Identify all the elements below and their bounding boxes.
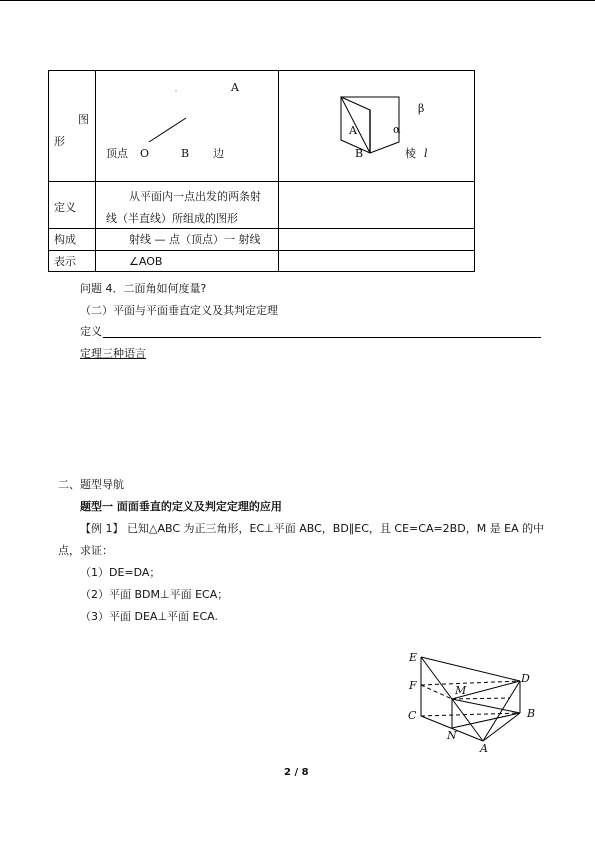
side-label: 边 bbox=[213, 147, 224, 160]
row-composition-label: 构成 bbox=[54, 233, 76, 246]
part-two-heading: 二、题型导航 bbox=[58, 478, 124, 491]
vertex-label: 顶点 bbox=[106, 147, 128, 160]
composition-text: 射线 — 点（顶点）一 射线 bbox=[129, 233, 261, 246]
hidden-edge-CB bbox=[421, 713, 520, 716]
type-one-heading: 题型一 面面垂直的定义及判定定理的应用 bbox=[80, 500, 282, 513]
dihedral-label-b: B bbox=[355, 147, 364, 160]
point-label-a: A bbox=[480, 742, 488, 755]
definition-label: 定义 bbox=[80, 325, 102, 338]
proof-item-2: （2）平面 BDM⊥平面 ECA； bbox=[80, 588, 229, 601]
table-row-divider-3 bbox=[48, 250, 475, 251]
angle-label-a: A bbox=[231, 81, 239, 94]
row-notation-label: 表示 bbox=[54, 255, 76, 268]
section-perpendicular-planes: （二）平面与平面垂直定义及其判定定理 bbox=[80, 304, 278, 317]
header-rule bbox=[0, 0, 595, 1]
theorem-three-languages: 定理三种语言 bbox=[80, 347, 146, 360]
angle-ray bbox=[149, 118, 186, 142]
point-label-d: D bbox=[521, 672, 530, 685]
example-1-line1: 【例 1】 已知△ABC 为正三角形，EC⊥平面 ABC，BD∥EC，且 CE=CA=2BD，M 是 EA 的中 bbox=[80, 522, 545, 535]
point-label-n: N bbox=[447, 729, 457, 742]
edge-label: 棱 bbox=[405, 147, 416, 160]
definition-text-line2: 线（半直线）所组成的图形 bbox=[106, 212, 238, 225]
dihedral-label-beta: β bbox=[418, 102, 425, 115]
angle-label-b: B bbox=[181, 147, 190, 160]
definition-blank-line bbox=[103, 337, 541, 338]
dihedral-label-alpha: α bbox=[393, 123, 401, 136]
row-figure-label-1: 图 bbox=[78, 113, 89, 126]
angle-comparison-table bbox=[48, 70, 475, 272]
hidden-edge-FD bbox=[421, 681, 520, 685]
notation-text: ∠AOB bbox=[129, 255, 163, 268]
page-number: 2 / 8 bbox=[284, 767, 309, 778]
row-definition-label: 定义 bbox=[54, 201, 76, 214]
dihedral-angle-figure bbox=[279, 70, 475, 181]
edge-MB bbox=[452, 699, 520, 713]
point-label-e: E bbox=[409, 651, 418, 664]
table-row-divider-1 bbox=[48, 181, 475, 182]
edge-symbol: l bbox=[424, 147, 428, 160]
angle-label-o: O bbox=[140, 147, 150, 160]
point-label-m: M bbox=[455, 684, 467, 697]
table-border-bottom bbox=[48, 271, 475, 272]
definition-text-line1: 从平面内一点出发的两条射 bbox=[129, 190, 261, 203]
point-label-b: B bbox=[527, 707, 536, 720]
dihedral-label-a: A bbox=[349, 124, 357, 137]
edge-DA bbox=[483, 681, 520, 741]
proof-item-3: （3）平面 DEA⊥平面 ECA. bbox=[80, 610, 218, 623]
table-row-divider-2 bbox=[48, 228, 475, 229]
angle-dot bbox=[175, 90, 177, 92]
point-label-f: F bbox=[409, 679, 417, 692]
angle-figure bbox=[48, 70, 278, 181]
prism-figure bbox=[400, 640, 595, 760]
example-1-line2: 点，求证： bbox=[58, 544, 113, 557]
row-figure-label-2: 形 bbox=[54, 135, 65, 148]
hidden-edge-M-mid bbox=[452, 698, 510, 699]
point-label-c: C bbox=[408, 709, 417, 722]
proof-item-1: （1）DE=DA； bbox=[80, 566, 161, 579]
question-4: 问题 4．二面角如何度量? bbox=[80, 282, 207, 295]
